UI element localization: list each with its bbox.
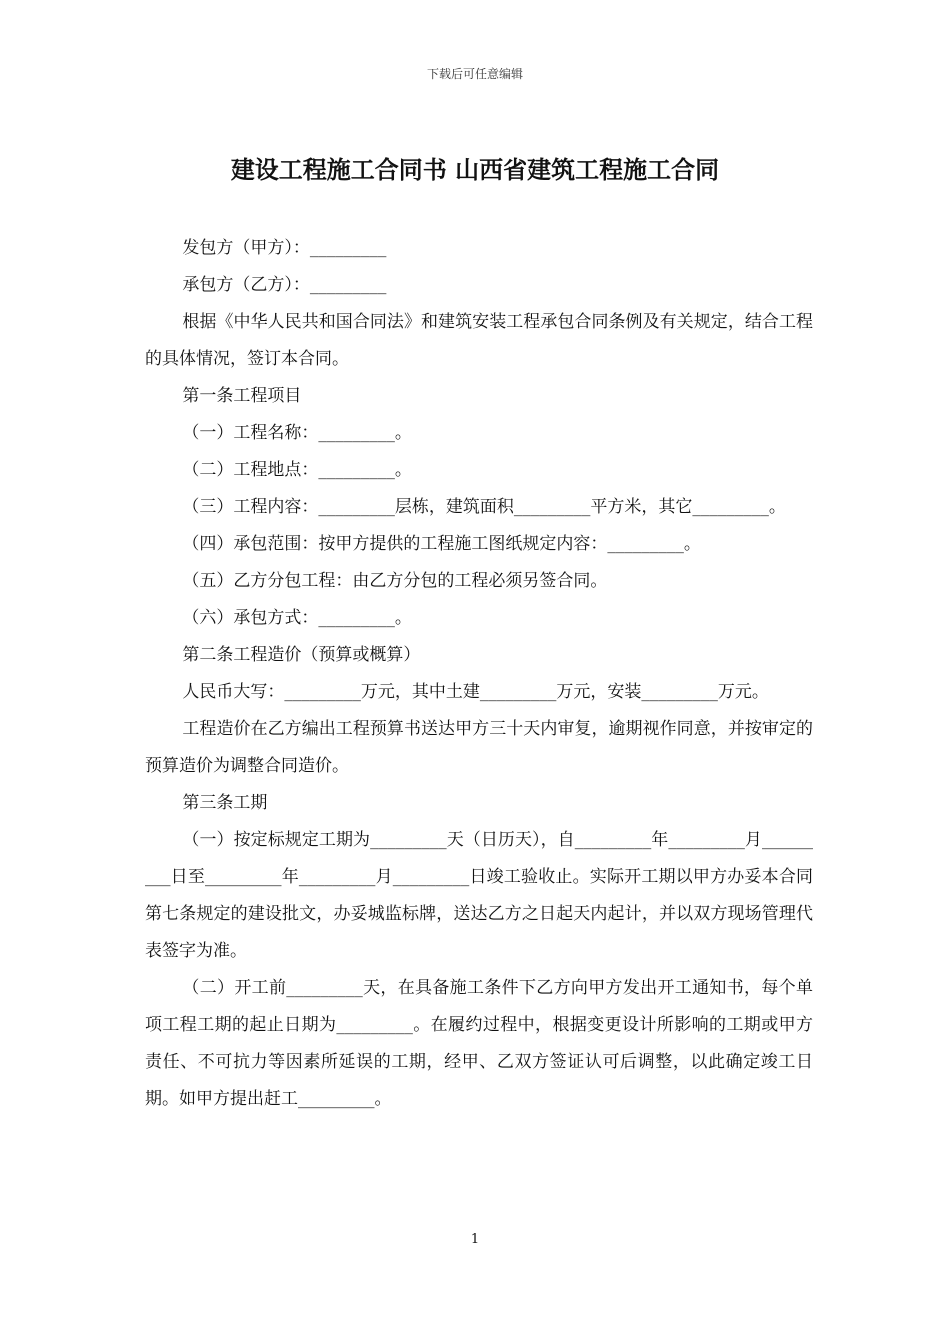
article-1-item-6: （六）承包方式：_________。 [182, 608, 412, 628]
article-1-item-1: （一）工程名称：_________。 [182, 423, 412, 443]
article-1-item-4: （四）承包范围：按甲方提供的工程施工图纸规定内容：_________。 [182, 534, 701, 554]
article-1-heading: 第一条工程项目 [182, 386, 302, 406]
article-3-item-2: （二）开工前_________天，在具备施工条件下乙方向甲方发出开工通知书，每个单项工程工期的起止日期为_________。在履约过程中，根据变更设计所影响的工期或甲方责任、不可抗力等因素所延误的工期，经甲、乙双方签证认可后调整，以此确定竣工日期。如甲方提出赶工_________。 [145, 978, 813, 1109]
article-1-item-2: （二）工程地点：_________。 [182, 460, 412, 480]
page-header-note: 下载后可任意编辑 [426, 67, 523, 81]
document-title: 建设工程施工合同书 山西省建筑工程施工合同 [230, 155, 720, 184]
page-number: 1 [470, 1232, 480, 1247]
document-body [145, 230, 813, 1118]
article-2-heading: 第二条工程造价（预算或概算） [182, 645, 421, 665]
article-2-amount: 人民币大写：_________万元，其中土建_________万元，安装_________万元。 [182, 682, 769, 702]
party-b-line: 承包方（乙方）：_________ [182, 275, 387, 295]
article-1-item-3: （三）工程内容：_________层栋，建筑面积_________平方米，其它_________。 [182, 497, 786, 517]
party-a-line: 发包方（甲方）：_________ [182, 238, 387, 258]
article-3-item-1: （一）按定标规定工期为_________天（日历天），自_________年_________月_________日至_________年_________月_________日竣工验收止。实际开工期以甲方办妥本合同第七条规定的建设批文，办妥城监标牌，送达乙方之日起天内起计，并以双方现场管理代表签字为准。 [145, 830, 813, 961]
article-2-review: 工程造价在乙方编出工程预算书送达甲方三十天内审复，逾期视作同意，并按审定的预算造价为调整合同造价。 [145, 719, 813, 776]
preamble-paragraph: 根据《中华人民共和国合同法》和建筑安装工程承包合同条例及有关规定，结合工程的具体情况，签订本合同。 [145, 312, 813, 369]
article-3-heading: 第三条工期 [182, 793, 268, 813]
article-1-item-5: （五）乙方分包工程：由乙方分包的工程必须另签合同。 [182, 571, 608, 591]
